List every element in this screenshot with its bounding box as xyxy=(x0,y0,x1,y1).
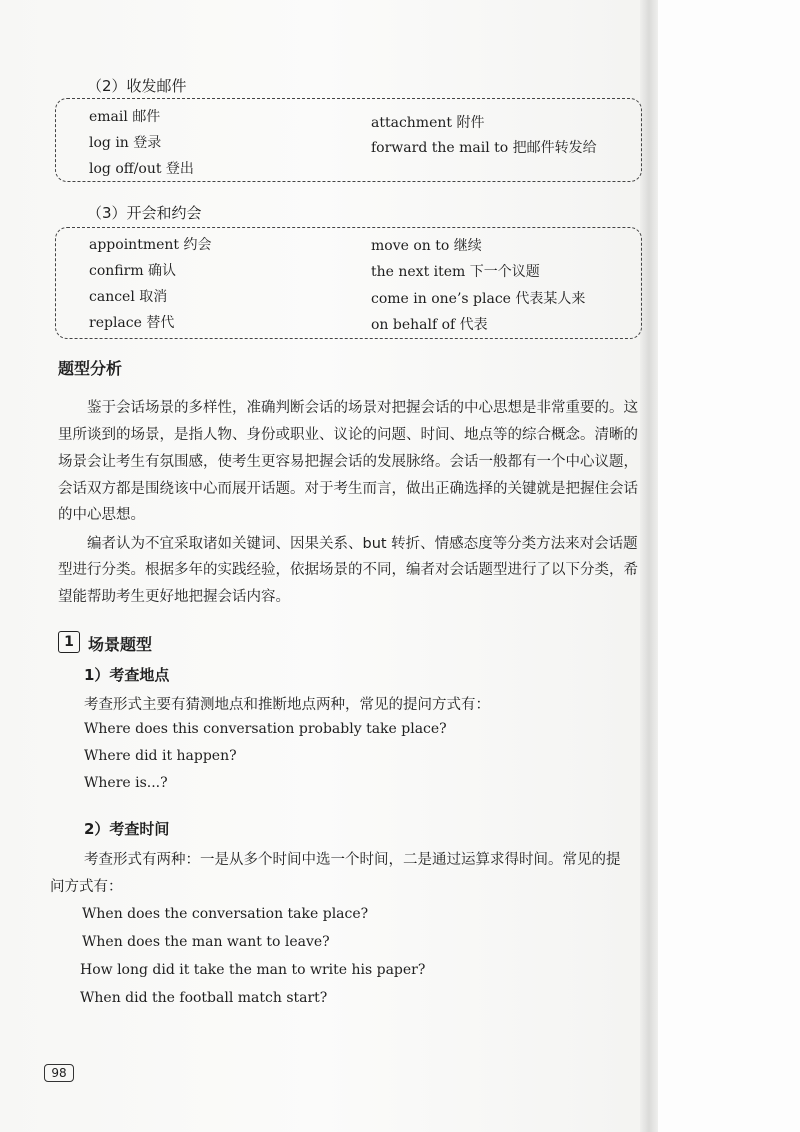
section-number-badge: 1 xyxy=(58,631,80,653)
vocab-item: confirm 确认 xyxy=(89,263,177,279)
vocab-item: the next item 下一个议题 xyxy=(371,264,540,280)
question-item: Where is...? xyxy=(84,775,168,791)
vocab-item: move on to 继续 xyxy=(371,238,482,254)
section-label-email: （2）收发邮件 xyxy=(87,77,187,95)
subheading-place: 1）考查地点 xyxy=(84,666,170,684)
paragraph-line: 鉴于会话场景的多样性，准确判断会话的场景对把握会话的中心思想是非常重要的。这 xyxy=(87,400,638,416)
question-item: How long did it take the man to write his paper? xyxy=(80,962,426,978)
page-number: 98 xyxy=(44,1064,74,1082)
page-margin-strip xyxy=(658,0,800,1132)
question-item: Where did it happen? xyxy=(84,748,237,764)
paragraph-line: 场景会让考生有氛围感，使考生更容易把握会话的发展脉络。会话一般都有一个中心议题， xyxy=(58,454,638,470)
subheading-time: 2）考查时间 xyxy=(84,820,170,838)
vocab-item: cancel 取消 xyxy=(89,289,168,305)
paragraph-line: 问方式有： xyxy=(50,879,123,895)
book-spine-shadow xyxy=(640,0,658,1132)
paragraph-line: 型进行分类。根据多年的实践经验，依据场景的不同，编者对会话题型进行了以下分类，希 xyxy=(58,562,638,578)
question-item: When does the man want to leave? xyxy=(82,934,330,950)
vocab-item: attachment 附件 xyxy=(371,115,485,131)
vocab-item: appointment 约会 xyxy=(89,237,212,253)
paragraph-line: 里所谈到的场景，是指人物、身份或职业、议论的问题、时间、地点等的综合概念。清晰的 xyxy=(58,427,638,443)
paragraph-line: 望能帮助考生更好地把握会话内容。 xyxy=(58,589,290,605)
question-item: When does the conversation take place? xyxy=(82,906,369,922)
vocab-item: forward the mail to 把邮件转发给 xyxy=(371,140,597,156)
question-item: When did the football match start? xyxy=(80,990,328,1006)
paragraph-line: 编者认为不宜采取诸如关键词、因果关系、but 转折、情感态度等分类方法来对会话题 xyxy=(87,536,638,552)
vocab-item: log in 登录 xyxy=(89,135,162,151)
vocab-item: log off/out 登出 xyxy=(89,161,194,177)
section-label-meeting: （3）开会和约会 xyxy=(87,204,202,222)
paragraph-line: 考查形式主要有猜测地点和推断地点两种，常见的提问方式有： xyxy=(84,697,490,713)
paragraph-line: 会话双方都是围绕该中心而展开话题。对于考生而言，做出正确选择的关键就是把握住会话 xyxy=(58,481,638,497)
vocab-item: email 邮件 xyxy=(89,109,161,125)
paragraph-line: 考查形式有两种：一是从多个时间中选一个时间，二是通过运算求得时间。常见的提 xyxy=(84,852,621,868)
analysis-heading: 题型分析 xyxy=(58,359,123,378)
vocab-item: come in one’s place 代表某人来 xyxy=(371,291,586,307)
question-item: Where does this conversation probably take place? xyxy=(84,721,447,737)
vocab-item: replace 替代 xyxy=(89,315,175,331)
vocab-box-meeting xyxy=(55,227,642,339)
section-title: 场景题型 xyxy=(88,635,153,654)
vocab-item: on behalf of 代表 xyxy=(371,317,488,333)
vocab-box-email xyxy=(55,98,642,182)
paragraph-line: 的中心思想。 xyxy=(58,507,145,523)
